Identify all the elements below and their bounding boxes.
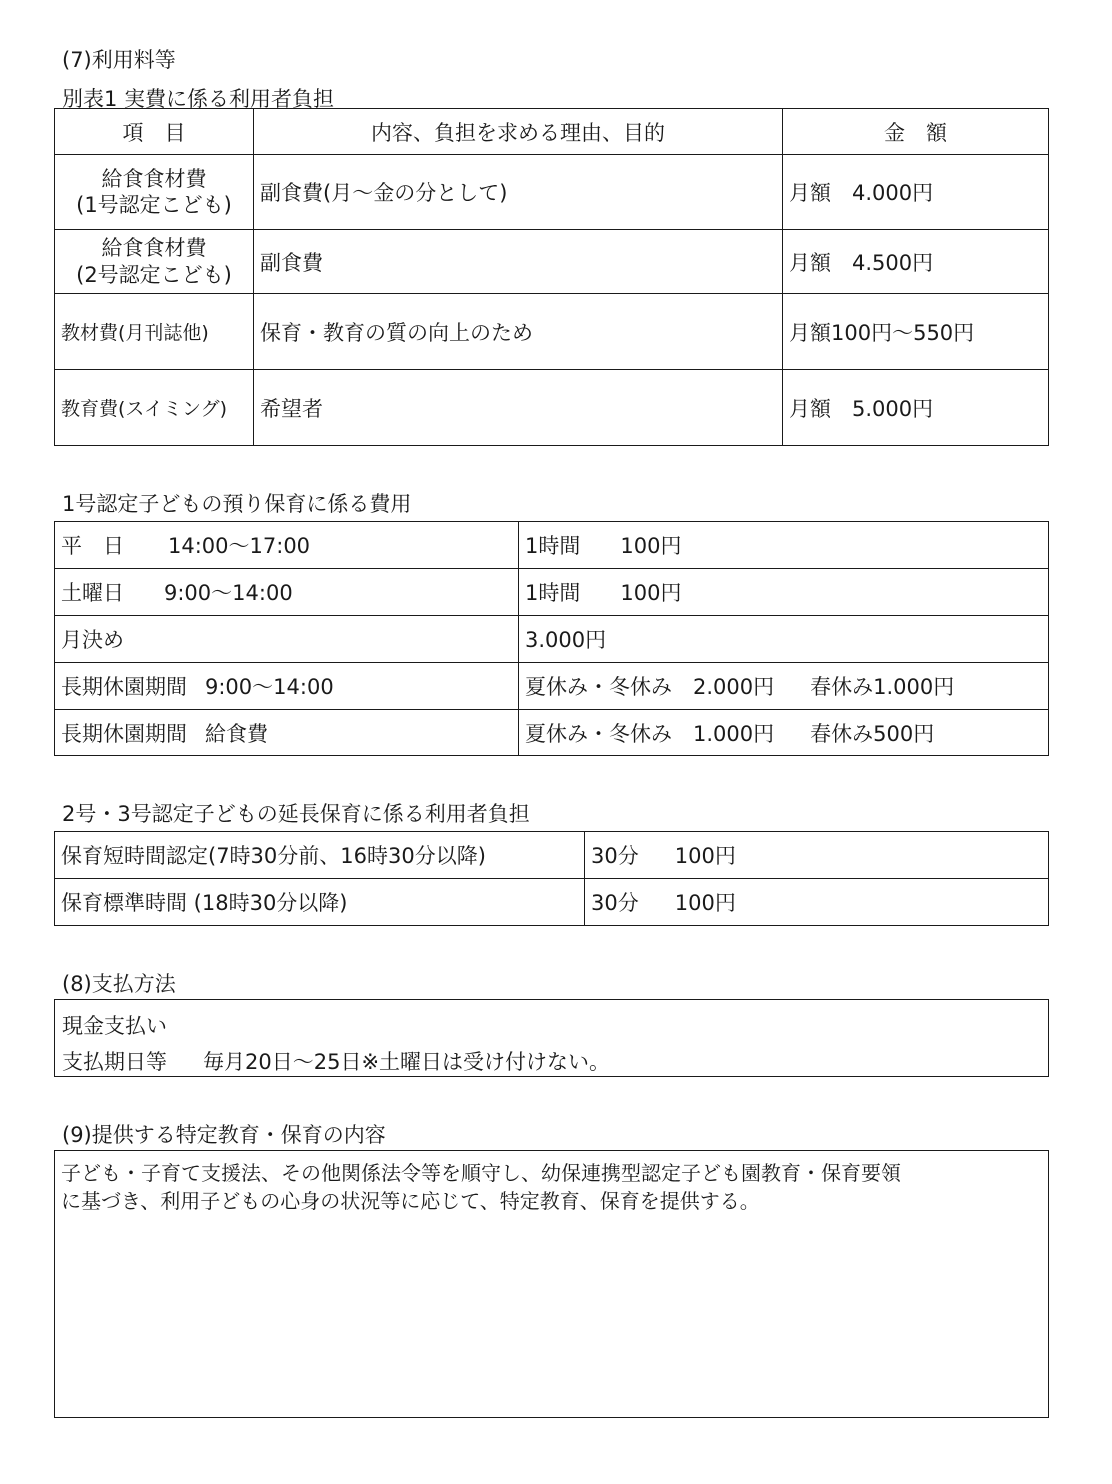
table-3-caption: 2号・3号認定子どもの延長保育に係る利用者負担 — [62, 802, 530, 826]
education-content-box — [54, 1150, 1049, 1418]
content-cell: 副食費 — [254, 230, 783, 294]
period-cell — [55, 616, 519, 663]
period-cell — [55, 663, 519, 710]
content-cell: 希望者 — [254, 370, 783, 446]
category-cell: 保育短時間認定(7時30分前、16時30分以降) — [55, 832, 585, 879]
content-cell: 副食費(月～金の分として) — [254, 155, 783, 230]
extended-care-fee-table — [54, 831, 1049, 926]
item-line-2: (1号認定こども) — [76, 193, 232, 217]
fee-unit: 夏休み・冬休み 2.000円 — [525, 675, 775, 699]
payment-method: 現金支払い — [62, 1014, 167, 1038]
table-row — [55, 879, 1049, 926]
table-row — [55, 710, 1049, 756]
item-line-1: 給食食材費 — [101, 166, 207, 191]
category-cell: 保育標準時間 (18時30分以降) — [55, 879, 585, 926]
table-1-caption: 別表1 実費に係る利用者負担 — [62, 87, 335, 111]
fee-unit: 30分 — [591, 844, 639, 868]
table-row — [55, 616, 1049, 663]
fee-unit: 3.000円 — [525, 628, 607, 652]
period-label: 土曜日 — [61, 581, 124, 605]
period-label: 長期休園期間 — [61, 721, 187, 746]
fee-cell — [585, 832, 1049, 879]
item-line-2: (2号認定こども) — [76, 262, 232, 287]
fee-amount: 100円 — [620, 534, 682, 558]
table-2-caption: 1号認定子どもの預り保育に係る費用 — [62, 492, 412, 516]
section-8-title: (8)支払方法 — [62, 972, 176, 996]
period-label: 平 日 — [61, 534, 124, 558]
period-label: 長期休園期間 — [61, 675, 187, 699]
table-header-row — [55, 109, 1049, 155]
table-row — [55, 663, 1049, 710]
fee-cell — [519, 663, 1049, 710]
period-cell — [55, 569, 519, 616]
period-time: 14:00～17:00 — [168, 534, 311, 558]
section-9-title: (9)提供する特定教育・保育の内容 — [62, 1123, 386, 1147]
amount-cell: 月額 4.000円 — [783, 155, 1049, 230]
content-cell: 保育・教育の質の向上のため — [254, 294, 783, 370]
fee-unit: 1時間 — [525, 534, 581, 558]
payment-method-box — [54, 999, 1049, 1077]
payment-due-line — [62, 1046, 610, 1076]
item-line-1: 給食食材費 — [101, 236, 207, 261]
actual-cost-table — [54, 108, 1049, 446]
fee-cell — [519, 569, 1049, 616]
table-row — [55, 294, 1049, 370]
fee-cell — [519, 710, 1049, 756]
table-row — [55, 155, 1049, 230]
fee-unit: 1時間 — [525, 581, 581, 605]
period-time: 給食費 — [205, 721, 268, 746]
fee-amount: 100円 — [674, 891, 736, 915]
header-content: 内容、負担を求める理由、目的 — [254, 109, 783, 155]
table-row — [55, 569, 1049, 616]
fee-amount: 100円 — [620, 581, 682, 605]
payment-due-value: 毎月20日～25日※土曜日は受け付けない。 — [203, 1050, 611, 1074]
custody-care-fee-table — [54, 521, 1049, 756]
item-cell — [55, 155, 254, 230]
table-row — [55, 370, 1049, 446]
fee-unit: 30分 — [591, 891, 639, 915]
section-7-title: (7)利用料等 — [62, 48, 176, 72]
period-time: 9:00～14:00 — [164, 581, 293, 605]
item-cell: 教育費(スイミング) — [55, 370, 254, 446]
table-row — [55, 230, 1049, 294]
period-time: 9:00～14:00 — [205, 675, 334, 699]
fee-unit: 夏休み・冬休み 1.000円 — [525, 721, 775, 746]
fee-cell — [585, 879, 1049, 926]
period-cell — [55, 522, 519, 569]
table-row — [55, 522, 1049, 569]
fee-cell — [519, 616, 1049, 663]
fee-cell — [519, 522, 1049, 569]
fee-amount: 春休み1.000円 — [810, 675, 955, 699]
fee-amount: 春休み500円 — [810, 721, 935, 746]
content-line-1: 子ども・子育て支援法、その他関係法令等を順守し、幼保連携型認定子ども園教育・保育要領 — [61, 1161, 901, 1185]
fee-amount: 100円 — [674, 844, 736, 868]
item-cell — [55, 230, 254, 294]
payment-due-label: 支払期日等 — [62, 1050, 167, 1074]
amount-cell: 月額 4.500円 — [783, 230, 1049, 294]
item-cell: 教材費(月刊誌他) — [55, 294, 254, 370]
period-label: 月決め — [61, 628, 124, 652]
header-item: 項 目 — [55, 109, 254, 155]
amount-cell: 月額 5.000円 — [783, 370, 1049, 446]
table-row — [55, 832, 1049, 879]
content-line-2: に基づき、利用子どもの心身の状況等に応じて、特定教育、保育を提供する。 — [61, 1189, 760, 1213]
amount-cell: 月額100円～550円 — [783, 294, 1049, 370]
period-cell — [55, 710, 519, 756]
header-amount: 金 額 — [783, 109, 1049, 155]
